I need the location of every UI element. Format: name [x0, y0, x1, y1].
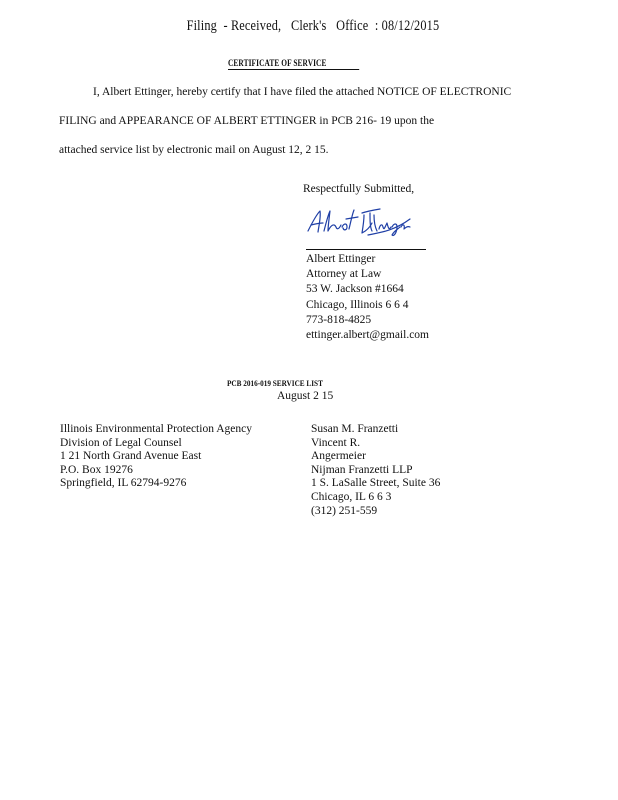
- closing-text: Respectfully Submitted,: [303, 183, 415, 195]
- address-line: Illinois Environmental Protection Agency: [60, 423, 252, 435]
- recipient-address-right: [311, 423, 440, 518]
- signer-name: Albert Ettinger: [306, 253, 376, 265]
- signer-city: Chicago, Illinois 6 6 4: [306, 298, 409, 311]
- address-line: Division of Legal Counsel: [60, 436, 182, 449]
- service-list-title: PCB 2016-019 SERVICE LIST: [227, 378, 323, 388]
- certificate-text-line-1: I, Albert Ettinger, hereby certify that I have filed the attached NOTICE OF ELECTRONIC: [93, 86, 512, 98]
- address-line: Springfield, IL 62794-9276: [60, 477, 187, 490]
- filing-stamp: Filing - Received, Clerk's Office : 08/12/2015: [186, 18, 440, 34]
- handwritten-signature: [304, 205, 414, 241]
- signature-address-block: [306, 252, 429, 343]
- address-line: P.O. Box 19276: [60, 463, 133, 476]
- address-line: Chicago, IL 6 6 3: [311, 490, 392, 503]
- service-list-date: August 2 15: [277, 390, 334, 402]
- signer-title: Attorney at Law: [306, 268, 382, 281]
- certificate-text-line-3: attached service list by electronic mail on August 12, 2 15.: [59, 144, 329, 156]
- recipient-address-left: [60, 423, 252, 491]
- address-line: Vincent R.: [311, 436, 361, 449]
- signer-street: 53 W. Jackson #1664: [306, 283, 404, 296]
- signer-email: ettinger.albert@gmail.com: [306, 328, 429, 341]
- certificate-title: CERTIFICATE OF SERVICE: [228, 58, 359, 70]
- address-line: Nijman Franzetti LLP: [311, 463, 413, 476]
- address-line: Angermeier: [311, 450, 366, 463]
- certificate-text-line-2: FILING and APPEARANCE OF ALBERT ETTINGER in PCB 216- 19 upon the: [59, 115, 435, 127]
- address-line: Susan M. Franzetti: [311, 423, 399, 435]
- signer-phone: 773-818-4825: [306, 313, 372, 326]
- address-line: 1 21 North Grand Avenue East: [60, 450, 202, 463]
- address-line: (312) 251-559: [311, 504, 378, 517]
- address-line: 1 S. LaSalle Street, Suite 36: [311, 477, 441, 490]
- signature-line: [306, 249, 426, 250]
